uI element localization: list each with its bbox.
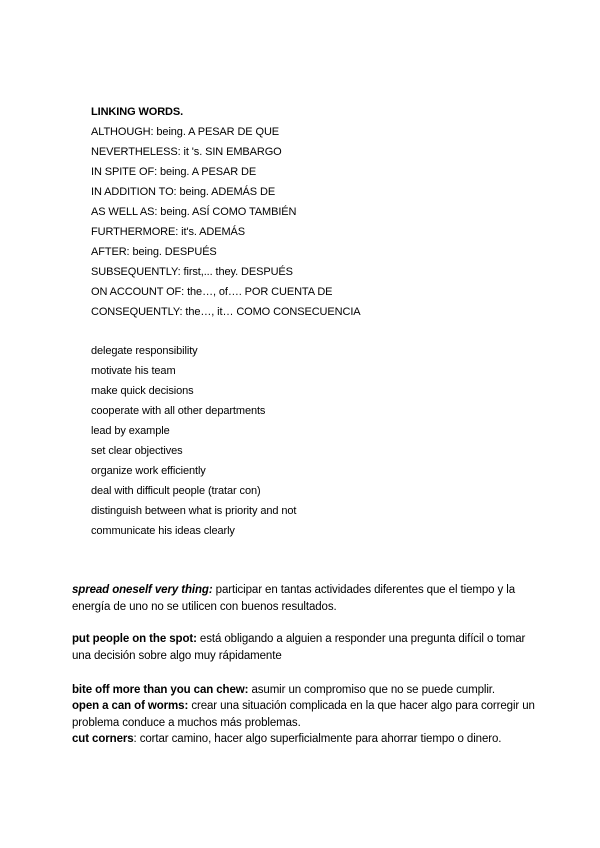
skills-list bbox=[91, 341, 296, 541]
linking-word-line: IN ADDITION TO: being. ADEMÁS DE bbox=[91, 186, 276, 198]
idiom-entry bbox=[72, 698, 542, 731]
linking-word-line: ALTHOUGH: being. A PESAR DE QUE bbox=[91, 126, 280, 138]
skill-item: deal with difficult people (tratar con) bbox=[91, 485, 261, 497]
idiom-definition: : cortar camino, hacer algo superficialmente para ahorrar tiempo o dinero. bbox=[133, 733, 502, 745]
skill-item: communicate his ideas clearly bbox=[91, 525, 235, 537]
idiom-term: bite off more than you can chew: bbox=[72, 684, 249, 696]
idiom-entry bbox=[72, 582, 542, 615]
linking-word-line: AS WELL AS: being. ASÍ COMO TAMBIÉN bbox=[91, 206, 297, 218]
skill-item: organize work efficiently bbox=[91, 465, 206, 477]
linking-word-line: IN SPITE OF: being. A PESAR DE bbox=[91, 166, 257, 178]
idiom-entry bbox=[72, 631, 542, 664]
idiom-entry bbox=[72, 731, 542, 748]
idiom-term: cut corners bbox=[72, 733, 134, 745]
idiom-definition: asumir un compromiso que no se puede cumplir. bbox=[248, 684, 495, 696]
linking-word-line: ON ACCOUNT OF: the…, of…. POR CUENTA DE bbox=[91, 286, 333, 298]
skill-item: cooperate with all other departments bbox=[91, 405, 266, 417]
idiom-definition: participar en tantas actividades diferentes que el tiempo y la energía de uno no se utilicen con buenos resultados. bbox=[72, 584, 516, 613]
skill-item: make quick decisions bbox=[91, 385, 194, 397]
linking-word-line: FURTHERMORE: it's. ADEMÁS bbox=[91, 226, 246, 238]
linking-word-line: SUBSEQUENTLY: first,... they. DESPUÉS bbox=[91, 266, 293, 278]
linking-word-line: AFTER: being. DESPUÉS bbox=[91, 246, 217, 258]
linking-words-title: LINKING WORDS. bbox=[91, 106, 184, 118]
idiom-term: open a can of worms: bbox=[72, 700, 189, 712]
idiom-term: put people on the spot: bbox=[72, 633, 197, 645]
idiom-definition: crear una situación complicada en la que hacer algo para corregir un problema conduce a muchos más problemas. bbox=[72, 700, 535, 729]
skill-item: lead by example bbox=[91, 425, 170, 437]
linking-words-section bbox=[91, 102, 361, 322]
idiom-term: spread oneself very thing: bbox=[72, 584, 213, 596]
idiom-entry bbox=[72, 682, 542, 699]
idiom-definition: está obligando a alguien a responder una pregunta difícil o tomar una decisión sobre algo muy rápidamente bbox=[72, 633, 526, 662]
skill-item: distinguish between what is priority and not bbox=[91, 505, 297, 517]
skill-item: delegate responsibility bbox=[91, 345, 198, 357]
linking-word-line: NEVERTHELESS: it 's. SIN EMBARGO bbox=[91, 146, 282, 158]
skill-item: set clear objectives bbox=[91, 445, 183, 457]
skill-item: motivate his team bbox=[91, 365, 176, 377]
linking-word-line: CONSEQUENTLY: the…, it… COMO CONSECUENCIA bbox=[91, 306, 361, 318]
